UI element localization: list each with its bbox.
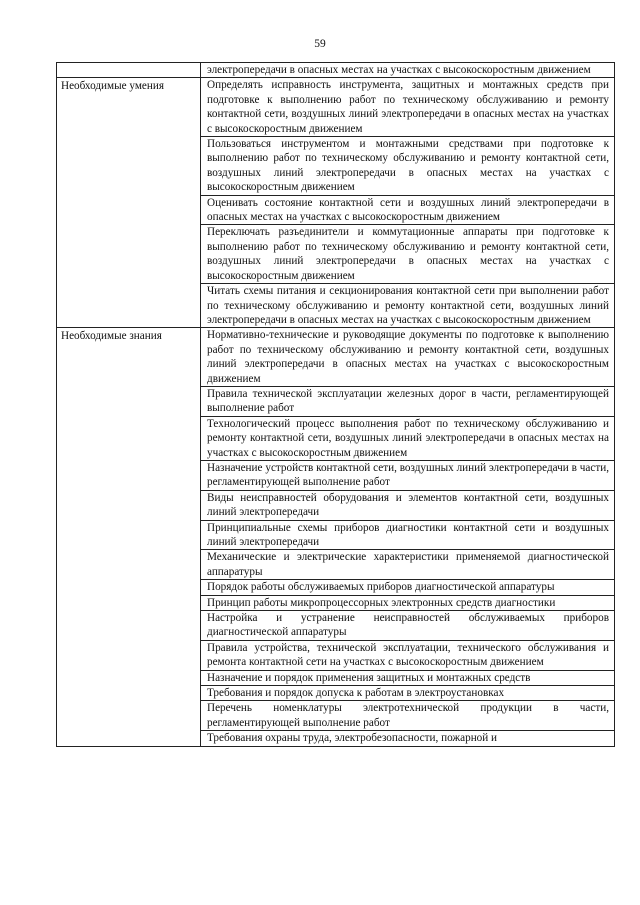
row-text: Настройка и устранение неисправностей обслуживаемых приборов диагностической аппаратуры bbox=[207, 612, 609, 639]
row-text-cell bbox=[201, 595, 615, 610]
row-text: Порядок работы обслуживаемых приборов диагностической аппаратуры bbox=[207, 581, 555, 594]
row-header-cell bbox=[57, 63, 201, 78]
table-row bbox=[57, 63, 615, 78]
row-text: Принцип работы микропроцессорных электронных средств диагностики bbox=[207, 596, 556, 609]
row-text: Требования охраны труда, электробезопасности, пожарной и bbox=[207, 732, 498, 745]
row-text: Принципиальные схемы приборов диагностики контактной сети и воздушных линий электропередачи bbox=[207, 521, 609, 548]
row-text-cell bbox=[201, 731, 615, 746]
row-text: Технологический процесс выполнения работ по техническому обслуживанию и ремонту контактной сети, воздушных линий электропередачи в опасных местах на участках с высокоскоростным движением bbox=[207, 417, 609, 459]
table-row bbox=[57, 328, 615, 387]
row-text-cell bbox=[201, 416, 615, 460]
row-text: Правила устройства, технической эксплуатации, технического обслуживания и ремонта контактной сети на участках с высокоскоростным движением bbox=[207, 641, 609, 669]
row-text-cell bbox=[201, 686, 615, 701]
row-text: Пользоваться инструментом и монтажными средствами при подготовке к выполнению работ по техническому обслуживанию и ремонту контактной сети, воздушных линий электропередачи в опасных местах на участках с высокоскоростным движением bbox=[207, 138, 609, 194]
row-text: Переключать разъединители и коммутационные аппараты при подготовке к выполнению работ по техническому обслуживанию и ремонту контактной сети, воздушных линий электропередачи в опасных местах на участках с высокоскоростным движением bbox=[207, 226, 609, 282]
row-text: Назначение и порядок применения защитных и монтажных средств bbox=[207, 671, 531, 684]
row-text-cell bbox=[201, 640, 615, 670]
row-text: Определять исправность инструмента, защитных и монтажных средств при подготовке к выполнению работ по техническому обслуживанию и ремонту контактной сети, воздушных линий электропередачи в опасных местах на участках с высокоскоростным движением bbox=[207, 79, 609, 135]
row-text: Назначение устройств контактной сети, воздушных линий электропередачи в части, регламентирующей выполнение работ bbox=[207, 461, 609, 489]
page-number: 59 bbox=[314, 38, 326, 50]
row-text-cell bbox=[201, 78, 615, 137]
row-text: Механические и электрические характеристики применяемой диагностической аппаратуры bbox=[207, 551, 609, 578]
competency-table bbox=[56, 62, 615, 747]
row-text: Требования и порядок допуска к работам в электроустановках bbox=[207, 687, 505, 700]
row-text-cell bbox=[201, 386, 615, 416]
row-text: Правила технической эксплуатации железных дорог в части, регламентирующей выполнение работ bbox=[207, 387, 609, 415]
row-text-cell bbox=[201, 63, 615, 78]
skills-header: Необходимые умения bbox=[61, 80, 164, 93]
row-text-cell bbox=[201, 284, 615, 328]
skills-header-cell bbox=[57, 78, 201, 328]
row-text: электропередачи в опасных местах на участках с высокоскоростным движением bbox=[207, 64, 591, 76]
row-text-cell bbox=[201, 137, 615, 196]
table-row bbox=[57, 78, 615, 137]
row-text-cell bbox=[201, 611, 615, 641]
knowledge-header: Необходимые знания bbox=[61, 330, 162, 343]
row-text-cell bbox=[201, 490, 615, 520]
row-text-cell bbox=[201, 670, 615, 685]
row-text-cell bbox=[201, 580, 615, 595]
row-text: Нормативно-технические и руководящие документы по подготовке к выполнению работ по техническому обслуживанию и ремонту контактной сети, воздушных линий электропередачи в опасных местах на участках с высокоскоростным движением bbox=[207, 329, 609, 385]
row-text-cell bbox=[201, 520, 615, 550]
row-text-cell bbox=[201, 701, 615, 731]
knowledge-header-cell bbox=[57, 328, 201, 746]
row-text-cell bbox=[201, 550, 615, 580]
row-text-cell bbox=[201, 460, 615, 490]
row-text: Оценивать состояние контактной сети и воздушных линий электропередачи в опасных местах на участках с высокоскоростным движением bbox=[207, 196, 609, 224]
row-text: Перечень номенклатуры электротехнической продукции в части, регламентирующей выполнение работ bbox=[207, 702, 609, 729]
row-text-cell bbox=[201, 328, 615, 387]
row-text: Читать схемы питания и секционирования контактной сети при выполнении работ по техническому обслуживанию и ремонту контактной сети, воздушных линий электропередачи в опасных местах на участках с высокоскоростным движением bbox=[207, 285, 609, 326]
row-text-cell bbox=[201, 195, 615, 225]
row-text-cell bbox=[201, 225, 615, 284]
row-text: Виды неисправностей оборудования и элементов контактной сети, воздушных линий электропередачи bbox=[207, 491, 609, 519]
